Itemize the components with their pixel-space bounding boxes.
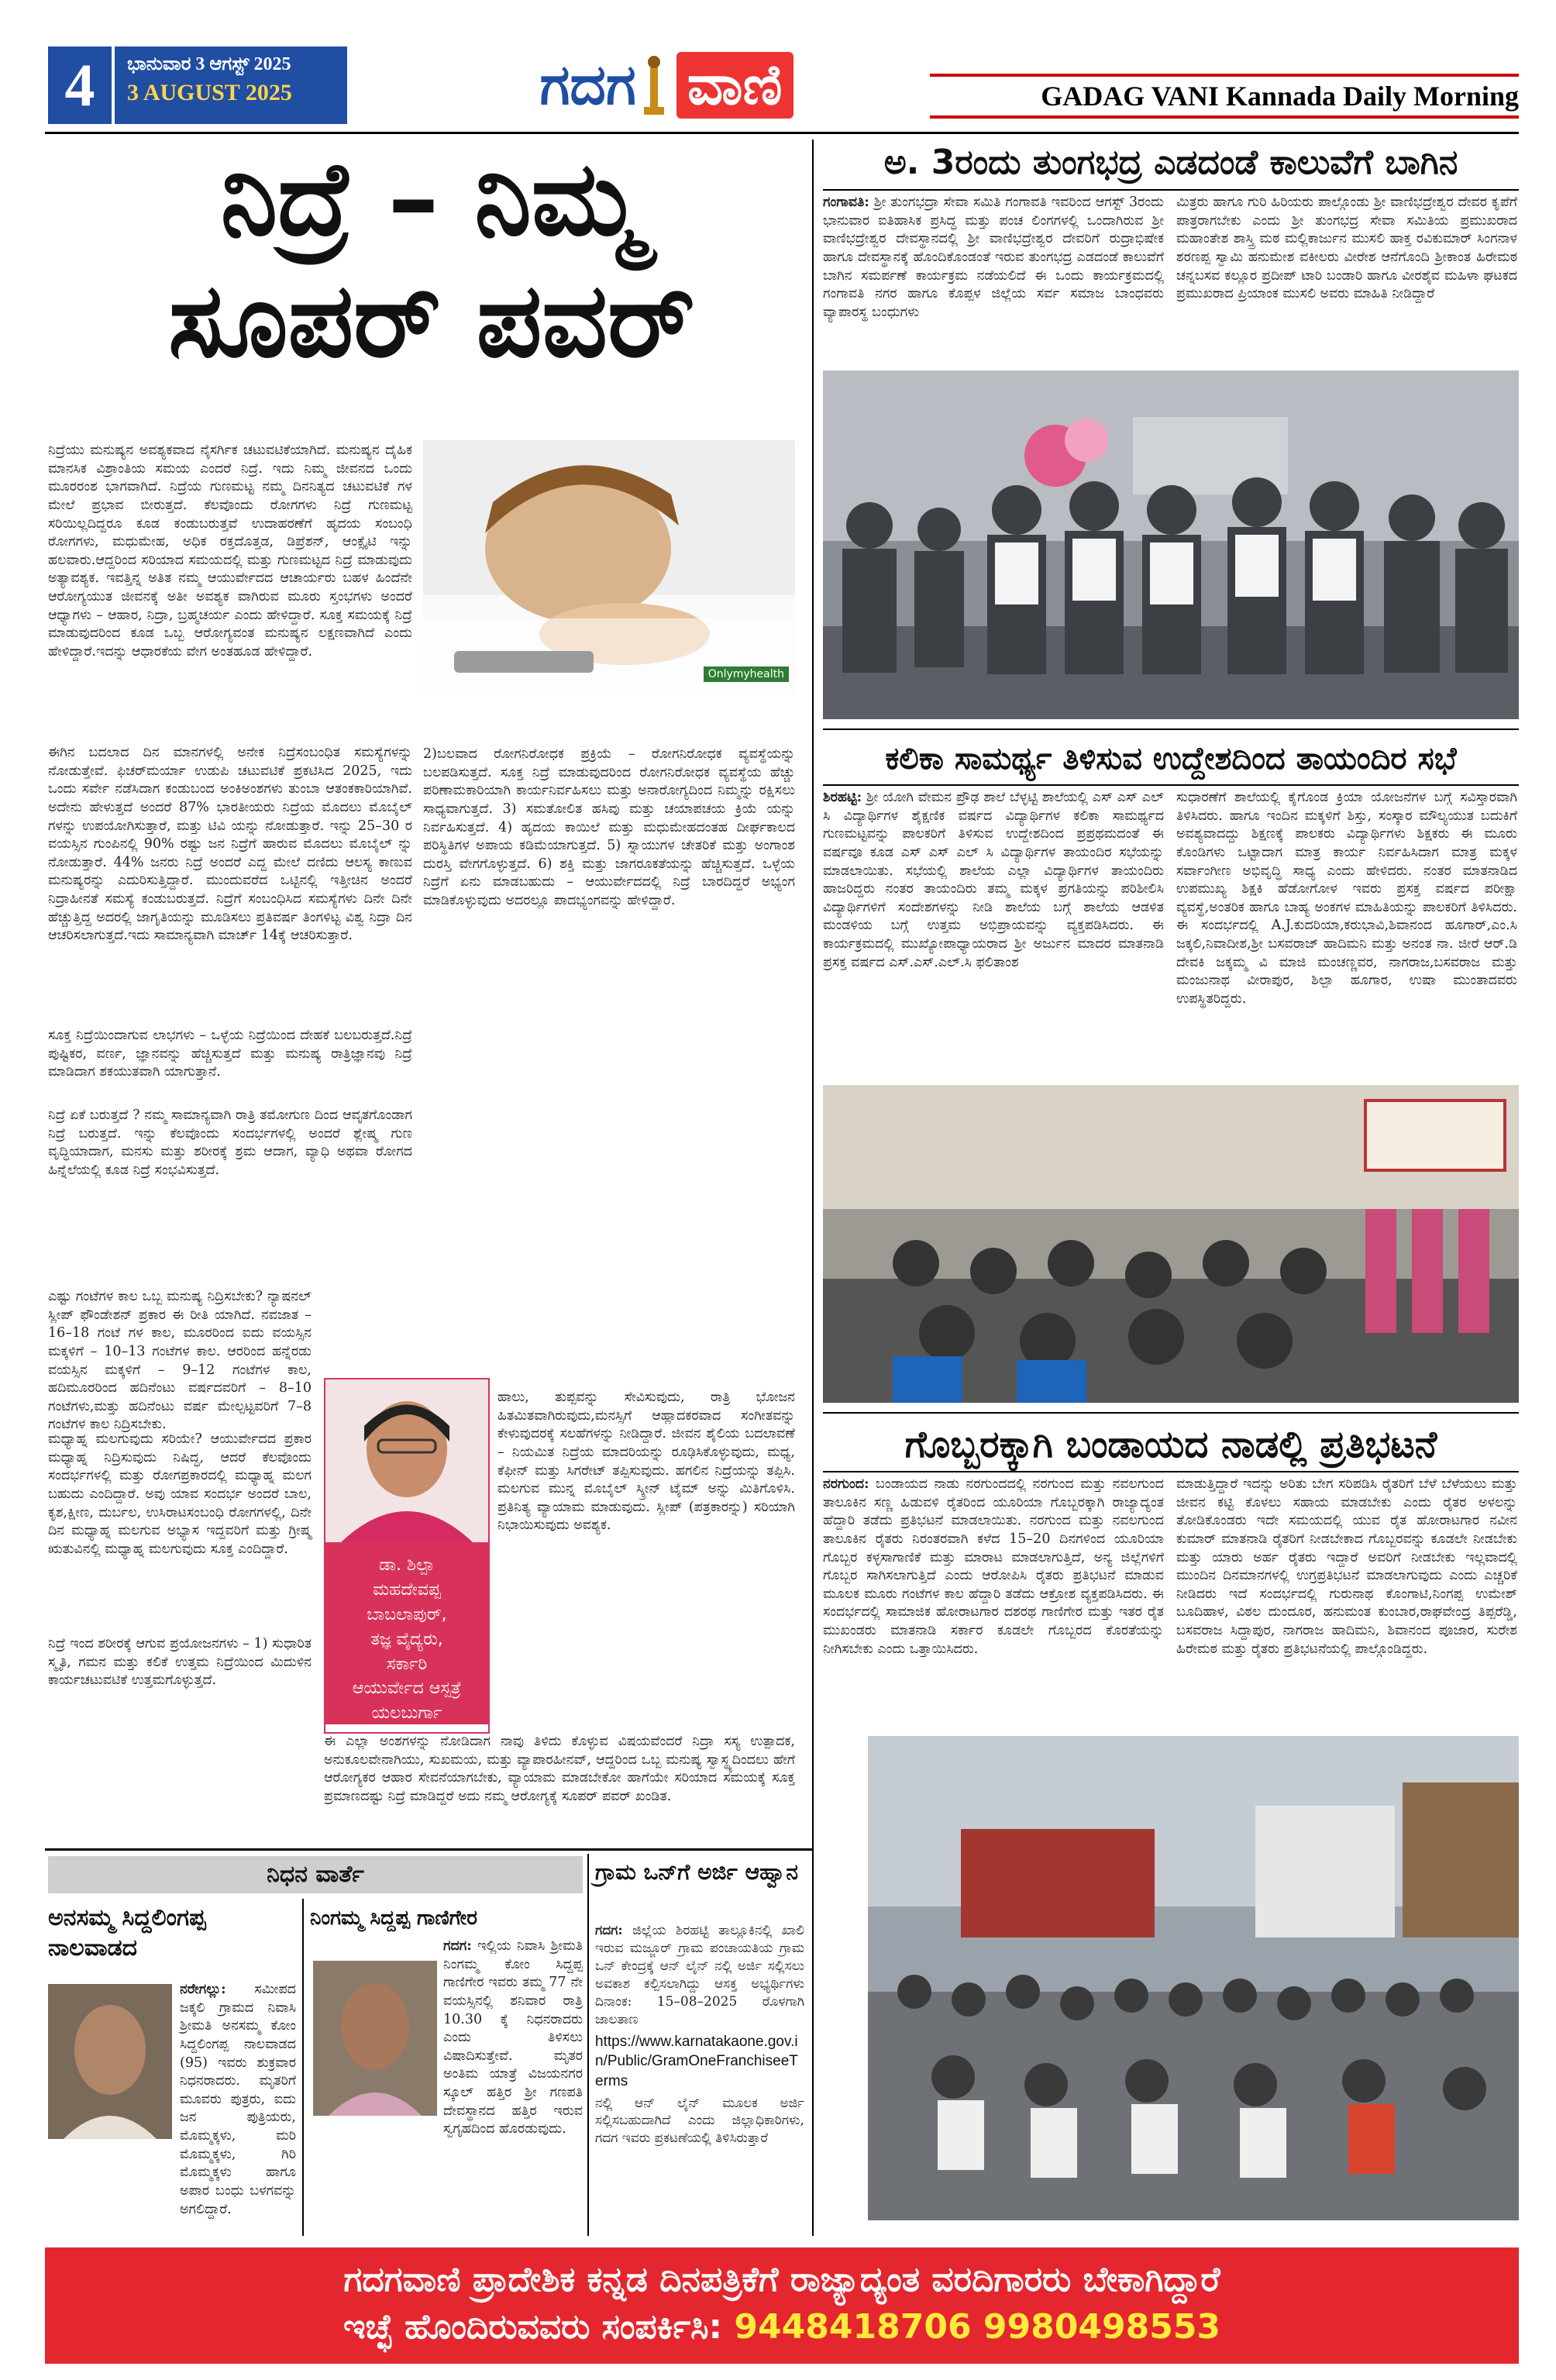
canal-dateline: ಗಂಗಾವತಿ: (823, 195, 869, 210)
logo-left: ಗದಗ (539, 52, 636, 117)
sleep-para3: ಸೂಕ್ತ ನಿದ್ರೆಯಿಂದಾಗುವ ಲಾಭಗಳು – ಒಳ್ಳೆಯ ನಿದ್ರೆಯಿಂದ ದೇಹಕೆ ಬಲಬರುತ್ತದೆ.ನಿದ್ರೆ ಪುಷ್ಟಿಕರ, ವರ್ಣ, ಜ್ಞಾನವನ್ನು ಹೆಚ್ಚಿಸುತ್ತದೆ ಮತ್ತು ಮನುಷ್ಯ ರಾತ್ರಿಜ್ಞಾನವು ನಿದ್ರೆ ಮಾಡಿದಾಗ ಶಕಯುತವಾಗಿ ಯಾಗುತ್ತಾನೆ. (48, 1028, 412, 1080)
sleep-para8: 2)ಬಲವಾದ ರೋಗನಿರೋಧಕ ಪ್ರಕ್ರಿಯೆ – ರೋಗನಿರೋಧಕ ವ್ಯವಸ್ಥೆಯನ್ನು ಬಲಪಡಿಸುತ್ತದೆ. ಸೂಕ್ತ ನಿದ್ರೆ ಮಾಡುವುದರಿಂದ ರೋಗನಿರೋಧಕ ವ್ಯವಸ್ಥೆಯ ಹೆಚ್ಚು ಪರಿಣಾಮಕಾರಿಯಾಗಿ ಕಾರ್ಯನಿರ್ವಹಿಸಲು ಮತ್ತು ಅನಾರೋಗ್ಯದಿಂದ ನಿಮ್ಮನ್ನು ರಕ್ಷಿಸಲು ಸಾಧ್ಯವಾಗುತ್ತದೆ. 3) ಸಮತೋಲಿತ ಹಸಿವು ಮತ್ತು ಚಯಾಪಚಯ ಕ್ರಿಯೆ ಯನ್ನು ನಿರ್ವಹಿಸುತ್ತದೆ. 4) ಹೃದಯ ಕಾಯಿಲೆ ಮತ್ತು ಮಧುಮೇಹದಂತಹ ದೀರ್ಘಕಾಲದ ಪರಿಸ್ಥಿತಿಗಳ ಅಪಾಯ ಕಡಿಮೆಯಾಗುತ್ತದೆ. 5) ಸ್ನಾಯುಗಳ ಚೇತರಿಕೆ ಮತ್ತು ಅಂಗಾಂಶ ದುರಸ್ತಿ ವೇಗಗೊಳ್ಳುತ್ತದೆ. 6) ಶಕ್ತಿ ಮತ್ತು ಜಾಗರೂಕತೆಯನ್ನು ಹೆಚ್ಚಿಸುತ್ತದೆ. ಒಳ್ಳೆಯ ನಿದ್ರೆಗೆ ಏನು ಮಾಡಬಹುದು – ಆಯುರ್ವೇದದಲ್ಲಿ ನಿದ್ರೆ ಬಾರದಿದ್ದರೆ ಅಭ್ಯಂಗ ಮಾಡಿಕೊಳ್ಳುವುದು ಅದರಲ್ಲೂ ಪಾದಭ್ಯಂಗವನ್ನು ಹೇಳಿದ್ದಾರೆ. (423, 746, 795, 908)
obituary2-photo (313, 1961, 437, 2116)
author-line7: ಯಲಬುರ್ಗಾ (371, 1703, 442, 1724)
recruitment-banner (45, 2247, 1519, 2364)
protest-col1-text: ಬಂಡಾಯದ ನಾಡು ನರಗುಂದದಲ್ಲಿ ನರಗುಂದ ಮತ್ತು ನವಲಗುಂದ ತಾಲೂಕಿನ ಸಣ್ಣ ಹಿಡುವಳಿ ರೈತರಿಂದ ಯೂರಿಯಾ ಗೊಬ್ಬರಕ್ಕಾಗಿ ರಾಜ್ಯಾದ್ಯಂತ ಹೆದ್ದಾರಿ ತಡೆದು ಪ್ರತಿಭಟನೆ ಮಾಡಲಾಯಿತು. ನರಗುಂದ ಮತ್ತು ನವಲಗುಂದ ತಾಲೂಕಿನ ರೈತರು ನಿರಂತರವಾಗಿ ಕಳೆದ 15–20 ದಿನಗಳಿಂದ ಯೂರಿಯಾ ಗೊಬ್ಬರ ಕಳ್ಳಸಾಗಾಣಿಕೆ ಮತ್ತು ಮಾರಾಟ ಮಾಡಲಾಗುತ್ತಿದೆ, ಅನ್ಯ ಜಿಲ್ಲೆಗಳಿಗೆ ಗೊಬ್ಬರ ಸಾಗಿಸಲಾಗುತ್ತಿದೆ ಎಂದು ಆರೋಪಿಸಿ ರೈತರು ಪ್ರತಿಭಟನೆ ಮಾಡುವ ಮೂಲಕ ಮೂರು ಗಂಟೆಗಳ ಕಾಲ ಹೆದ್ದಾರಿ ತಡೆದು ಆಕ್ರೋಶ ವ್ಯಕ್ತಪಡಿಸಿದರು. ಈ ಸಂದರ್ಭದಲ್ಲಿ ಸಾಮಾಜಿಕ ಹೋರಾಟಗಾರ ದಶರಥ ಗಾಣಿಗೇರ ಮತ್ತು ಇತರ ರೈತ ಮುಖಂಡರು ಮಾತನಾಡಿ ಸರ್ಕಾರ ಕೂಡಲೇ ಗೊಬ್ಬರದ ಕೊರತೆಯನ್ನು ನೀಗಿಸಬೇಕು ಎಂದು ಒತ್ತಾಯಿಸಿದರು. (823, 1476, 1164, 1657)
logo-right: ವಾಣಿ (676, 52, 793, 119)
obituary1-text-side (180, 1981, 296, 2217)
obituary2-text: ಇಲ್ಲಿಯ ನಿವಾಸಿ ಶ್ರೀಮತಿ ನಿಂಗಮ್ಮ ಕೋಂ ಸಿದ್ದಪ್ಪ ಗಾಣಿಗೇರ ಇವರು ತಮ್ಮ 77 ನೇ ವಯಸ್ಸಿನಲ್ಲಿ ಶನಿವಾರ ರಾತ್ರಿ 10.30 ಕ್ಕೆ ನಿಧನರಾದರು ಎಂದು ತಿಳಿಸಲು ವಿಷಾದಿಸುತ್ತೇವೆ. ಮೃತರ ಅಂತಿಮ ಯಾತ್ರೆ ವಿಜಯನಗರ ಸ್ಕೂಲ್ ಹತ್ತಿರ ಶ್ರೀ ಗಣಪತಿ ದೇವಸ್ಥಾನದ ಹತ್ತಿರ ಇರುವ ಸ್ವಗೃಹದಿಂದ ಹೊರಡುವುದು. (443, 1938, 583, 2137)
author-line3: ಬಾಬಲಾಪುರ್, (367, 1604, 447, 1624)
edition-line: GADAG VANI Kannada Daily Morning (930, 74, 1519, 119)
gram-divider (587, 1854, 589, 2236)
obituary1-photo (48, 1984, 172, 2139)
date-kannada: ಭಾನುವಾರ 3 ಆಗಸ್ಟ್ 2025 (127, 54, 291, 74)
author-box (324, 1378, 490, 1734)
mothers-headline-rule (823, 784, 1519, 786)
gram-text2: ನಲ್ಲಿ ಆನ್ ಲೈನ್ ಮೂಲಕ ಅರ್ಜಿ ಸಲ್ಲಿಸಬಹುದಾಗಿದೆ ಎಂದು ಜಿಲ್ಲಾಧಿಕಾರಿಗಳು, ಗದಗ ಇವರು ಪ್ರಕಟಣೆಯಲ್ಲಿ ತಿಳಿಸಿರುತ್ತಾರೆ (595, 2095, 804, 2147)
canal-headline-rule (823, 189, 1519, 191)
gram-dateline: ಗದಗ: (595, 1923, 623, 1938)
obituary-divider (302, 1899, 304, 2236)
obituary2-name: ನಿಂಗಮ್ಮ ಸಿದ್ದಪ್ಪ ಗಾಣಿಗೇರ (310, 1906, 478, 1930)
obituary1-name: ಅನಸಮ್ಮ ಸಿದ್ದಲಿಂಗಪ್ಪ ನಾಲವಾಡದ (48, 1904, 206, 1962)
canal-col1 (823, 194, 1164, 368)
protest-dateline: ನರಗುಂದ: (823, 1476, 869, 1492)
sleep-headline-line1: ನಿದ್ರೆ – ನಿಮ್ಮ (220, 139, 643, 259)
section-divider-2 (823, 1412, 1519, 1414)
banner-line1: ಗದಗವಾಣಿ ಪ್ರಾದೇಶಿಕ ಕನ್ನಡ ದಿನಪತ್ರಿಕೆಗೆ ರಾಜ್ಯಾದ್ಯಂತ ವರದಿಗಾರರು ಬೇಕಾಗಿದ್ದಾರೆ (343, 2260, 1220, 2299)
mothers-dateline: ಶಿರಹಟ್ಟಿ: (823, 790, 862, 805)
mothers-col1-text: ಶ್ರೀ ಯೋಗಿ ವೇಮನ ಪ್ರೌಢ ಶಾಲೆ ಬೆಳ್ಳಟ್ಟಿ ಶಾಲೆಯಲ್ಲಿ ಎಸ್ ಎಸ್ ಎಲ್ ಸಿ ವಿದ್ಯಾರ್ಥಿಗಳ ಶೈಕ್ಷಣಿಕ ವರ್ಷದ ವಿದ್ಯಾರ್ಥಿಗಳ ಕಲಿಕಾ ಸಾಮರ್ಥ್ಯದ ಗುಣಮಟ್ಟವನ್ನು ಪಾಲಕರಿಗೆ ತಿಳಿಸುವ ಉದ್ದೇಶದಿಂದ ಪ್ರಪ್ರಥಮದಂತೆ ಈ ವರ್ಷವೂ ಕೂಡ ಎಸ್ ಎಸ್ ಎಲ್ ಸಿ ವಿದ್ಯಾರ್ಥಿಗಳ ತಾಯಂದಿರ ಸಭೆಯನ್ನು ಮಾಡಲಾಯಿತು. ಸಭೆಯಲ್ಲಿ ಶಾಲೆಯ ಎಲ್ಲಾ ವಿದ್ಯಾರ್ಥಿಗಳ ತಾಯಂದಿರು ಹಾಜರಿದ್ದರು ನಂತರ ತಾಯಂದಿರು ತಮ್ಮ ಮಕ್ಕಳ ಪ್ರಗತಿಯನ್ನು ಪರಿಶೀಲಿಸಿ ವಿದ್ಯಾರ್ಥಿಗಳಿಗೆ ಸಂದೇಶಗಳನ್ನು ನೀಡಿ ಶಾಲೆಯ ಬಗ್ಗೆ ಶಾಲೆಯ ಆಡಳಿತ ಮಂಡಳಿಯ ಬಗ್ಗೆ ಉತ್ತಮ ಅಭಿಪ್ರಾಯವನ್ನು ವ್ಯಕ್ತಪಡಿಸಿದರು. ಈ ಕಾರ್ಯಕ್ರಮದಲ್ಲಿ ಮುಖ್ಯೋಪಾಧ್ಯಾಯರಾದ ಶ್ರೀ ಅರ್ಜುನ ಮಾದರ ಮಾತನಾಡಿ ಪ್ರಸಕ್ತ ವರ್ಷದ ಎಸ್.ಎಸ್.ಎಲ್.ಸಿ ಫಲಿತಾಂಶ (823, 790, 1164, 970)
canal-col1-text: ಶ್ರೀ ತುಂಗಭದ್ರಾ ಸೇವಾ ಸಮಿತಿ ಗಂಗಾವತಿ ಇವರಿಂದ ಆಗಸ್ಟ್ 3ರಂದು ಭಾನುವಾರ ಐತಿಹಾಸಿಕ ಪ್ರಸಿದ್ಧ ಮತ್ತು ಪಂಚ ಲಿಂಗಗಳಲ್ಲಿ ಒಂದಾಗಿರುವ ಶ್ರೀ ವಾಣಿಭದ್ರೇಶ್ವರ ದೇವಸ್ಥಾನದಲ್ಲಿ ಶ್ರೀ ವಾಣಿಭದ್ರೇಶ್ವರ ದೇವರಿಗೆ ರುದ್ರಾಭಿಷೇಕ ಹಾಗೂ ದೇವಸ್ಥಾನಕ್ಕೆ ಹೊಂದಿಕೊಂಡಂತೆ ಇರುವ ತುಂಗಭದ್ರ ಎಡದಂಡೆ ಕಾಲುವೆಗೆ ಬಾಗಿನ ಸಮರ್ಪಣೆ ಕಾರ್ಯಕ್ರಮ ನಡೆಯಲಿದೆ ಈ ಒಂದು ಕಾರ್ಯಕ್ರಮದಲ್ಲಿ ಗಂಗಾವತಿ ನಗರ ಹಾಗೂ ಕೊಪ್ಪಳ ಜಿಲ್ಲೆಯ ಸರ್ವ ಸಮಾಜ ಬಾಂಧವರು ವ್ಯಾಪಾರಸ್ಥ ಬಂಧುಗಳು (823, 195, 1164, 320)
sleep-para9: ಹಾಲು, ತುಪ್ಪವನ್ನು ಸೇವಿಸುವುದು, ರಾತ್ರಿ ಭೋಜನ ಹಿತಮಿತವಾಗಿರುವುದು,ಮನಸ್ಸಿಗೆ ಆಹ್ಲಾದಕರವಾದ ಸಂಗೀತವನ್ನು ಕೇಳುವುದರಕ್ಕೆ ಸಲಹೆಗಳನ್ನು ನೀಡಿದ್ದಾರೆ. ಜೀವನ ಶೈಲಿಯ ಬದಲಾವಣೆ – ನಿಯಮಿತ ನಿದ್ರೆಯ ಮಾದರಿಯನ್ನು ರೂಢಿಸಿಕೊಳ್ಳುವುದು, ಮಧ್ಯ, ಕೆಫೀನ್ ಮತ್ತು ಸಿಗರೇಟ್ ತಪ್ಪಿಸುವುದು. ಹಗಲಿನ ನಿದ್ರೆಯನ್ನು ತಪ್ಪಿಸಿ. ಮಲಗುವ ಮುನ್ನ ಮೊಬೈಲ್ ಸ್ಕ್ರೀನ್ ಟೈಮ್ ಅನ್ನು ಮಿತಿಗೊಳಿಸಿ. ಪ್ರತಿನಿತ್ಯ ವ್ಯಾಯಾಮ ಮಾಡುವುದು. ಸ್ಲೀಪ್ (ಪತ್ರಕಾರನ್ನು) ಸರಿಯಾಗಿ ನಿಭಾಯಿಸುವುದು ಅವಶ್ಯಕ. (497, 1390, 795, 1534)
canal-col2: ಮಿತ್ರರು ಹಾಗೂ ಗುರಿ ಹಿರಿಯರು ಪಾಲ್ಗೊಂಡು ಶ್ರೀ ವಾಣಿಭದ್ರೇಶ್ವರ ದೇವರ ಕೃಪೆಗೆ ಪಾತ್ರರಾಗಬೇಕು ಎಂದು ಶ್ರೀ ತುಂಗಭದ್ರ ಸೇವಾ ಸಮಿತಿಯ ಪ್ರಮುಖರಾದ ಮಹಾಂತೇಶ ಶಾಸ್ತ್ರಿ ಮಠ ಮಲ್ಲಿಕಾರ್ಜುನ ಮುಸಲಿ ಹಾಕ್ತ‌ ರವಿಕುಮಾರ್ ಸಿಂಗನಾಳ ಶರಣಪ್ಪ ಸ್ವಾಮಿ ಹನುಮೇಶ ವಕೀಲರು ವೀರೇಶ ಆನೆಗೊಂದಿ ಶ್ರೀಕಾಂತ ಹಿರೇಮಠ ಚನ್ನಬಸವ ಕಲ್ಲೂರ ಪ್ರದೀಪ್ ಟಾರಿ ಬಂಡಾರಿ ಹಾಗೂ ವೀರಶೈವ ಮಹಿಳಾ ಘಟಕದ ಪ್ರಮುಖರಾದ ಪ್ರಿಯಾಂಕ ಮುಸಲಿ ಅವರು ಮಾಹಿತಿ ನೀಡಿದ್ದಾರೆ (1176, 195, 1517, 302)
banner-phone1[interactable]: 9448418706 (734, 2307, 972, 2347)
banner-phone2[interactable]: 9980498553 (983, 2307, 1221, 2347)
protest-col2: ಮಾಡುತ್ತಿದ್ದಾರೆ ಇದನ್ನು ಅರಿತು ಬೇಗ ಸರಿಪಡಿಸಿ ರೈತರಿಗೆ ಬೆಳೆ ಬೆಳೆಯಲು ಮತ್ತು ಜೀವನ ಕಟ್ಟಿ ಕೊಳಲು ಸಹಾಯ ಮಾಡಬೇಕು ಎಂದು ರೈತರ ಅಳಲನ್ನು ತೋಡಿಕೊಂಡರು ಇದೇ ಸಮಯದಲ್ಲಿ ಯುವ ರೈತ ಹೋರಾಟಗಾರ ನವೀನ ಕುಮಾರ್ ಮಾತನಾಡಿ ರೈತರಿಗೆ ನೀಡಬೇಕಾದ ಗೊಬ್ಬರವನ್ನು ಕೂಡಲೇ ನೀಡಬೇಕು ಮತ್ತು ಯಾರು ಅರ್ಹ ರೈತರು ಇದ್ದಾರೆ ಅವರಿಗೆ ನೀಡಬೇಕು ಇಲ್ಲವಾದಲ್ಲಿ ಮುಂದಿನ ದಿನಮಾನಗಳಲ್ಲಿ ಉಗ್ರಪ್ರತಿಭಟನೆ ಮಾಡಲಾಗುವುದು ಎಂದು ಎಚ್ಚರಿಕೆ ನೀಡಿದರು ಇದೆ ಸಂದರ್ಭದಲ್ಲಿ ಗುರುನಾಥ ಕೊಂಗಾಟಿ,ನಿಂಗಪ್ಪ ಉಮೇಶ್ ಬೂದಿಹಾಳ, ವಿಠಲ ದುಂದೂರ, ಹನುಮಂತ ಕುಂಬಾರ,ರಾಘವೇಂದ್ರ ತಿಪ್ಪರೆಡ್ಡಿ, ಬಸವರಾಜ ಸಿದ್ದಾಪುರ, ನಾಗರಾಜ ಹಾದಿಮನಿ, ಶಿವಾನಂದ ಪೂಜಾರ, ಸುರೇಶ ಹಿರೇಮಠ ಮತ್ತು ರೈತರು ಪ್ರತಿಭಟನೆಯಲ್ಲಿ ಪಾಲ್ಗೊಂಡಿದ್ದರು. (1176, 1476, 1517, 1657)
sleep-para7: ನಿದ್ರೆ ಇಂದ ಶರೀರಕ್ಕೆ ಆಗುವ ಪ್ರಯೋಜನಗಳು – 1) ಸುಧಾರಿತ ಸ್ಮೃತಿ, ಗಮನ ಮತ್ತು ಕಲಿಕೆ ಉತ್ತಮ ನಿದ್ರೆಯಿಂದ ಮಿದುಳಿನ ಕಾರ್ಯಚಟುವಟಿಕೆ ಉತ್ತಮಗೊಳ್ಳುತ್ತದೆ. (48, 1636, 312, 1689)
section-divider-1 (823, 728, 1519, 730)
sleep-headline (48, 139, 815, 381)
sleep-para1: ನಿದ್ರೆಯು ಮನುಷ್ಯನ ಅವಶ್ಯಕವಾದ ನೈಸರ್ಗಿಕ ಚಟುವಟಿಕೆಯಾಗಿದೆ. ಮನುಷ್ಯನ ದೈಹಿಕ ಮಾನಸಿಕ ವಿಶ್ರಾಂತಿಯ ಸಮಯ ಎಂದರೆ ನಿದ್ರೆ. ಇದು ನಿಮ್ಮ ಜೀವನದ ಒಂದು ಮೂರರಂಶ ಭಾಗವಾಗಿದೆ. ನಿದ್ರೆಯ ಗುಣಮಟ್ಟ ನಮ್ಮ ದಿನನಿತ್ಯದ ಚಟುವಟಿಕೆ ಗಳ ಮೇಲೆ ಪ್ರಭಾವ ಬೀರುತ್ತದೆ. ಕೆಲವೊಂದು ರೋಗಗಳು ನಿದ್ರೆ ಗುಣಮಟ್ಟ ಸರಿಯಿಲ್ಲದಿದ್ದರೂ ಕೂಡ ಕಂಡುಬರುತ್ತವೆ ಉದಾಹರಣೆಗೆ ಹೃದಯ ಸಂಬಂಧಿ ರೋಗಗಳು, ಮಧುಮೇಹ, ಅಧಿಕ ರಕ್ತದೊತ್ತಡ, ಡಿಪ್ರೆಶನ್, ಆಂಕ್ಸೈಟಿ ಇನ್ನು ಹಲವಾರು.ಆದ್ದರಿಂದ ಸರಿಯಾದ ಸಮಯದಲ್ಲಿ ಮತ್ತು ಗುಣಮಟ್ಟದ ನಿದ್ರೆ ಮಾಡುವುದು ಅತ್ಯಾವಶ್ಯಕ. ಇವತ್ತಿನ್ನ ಅತಿತ ನಮ್ಮ ಆಯುರ್ವೇದದ ಆಚಾರ್ಯರು ಬಹಳ ಹಿಂದೆನೇ ಆರೋಗ್ಯಯುತ ಜೀವನಕ್ಕೆ ಅತೀ ಅವಶ್ಯಕ ವಾಗಿರುವ ಮೂರು ಸ್ತಂಭಗಳು ಅಂದರೆ ಆಧ್ಯಾಗಳು – ಆಹಾರ, ನಿದ್ರಾ, ಬ್ರಹ್ಮಚರ್ಯ ಎಂದು ಹೇಳಿದ್ದಾರೆ. ಸೂಕ್ತ ಸಮಯಕ್ಕೆ ನಿದ್ರೆ ಮಾಡುವುದರಿಂದ ಕೂಡ ಒಬ್ಬ ಆರೋಗ್ಯವಂತ ಮನುಷ್ಯನ ಲಕ್ಷಣವಾಗಿದೆ ಎಂದು ಹೇಳಿದ್ದಾರೆ.ಇದನ್ನು ಆಧಾರಕೆಯ ವೇಗ ಅಂತಹೂಡ ಹೇಳಿದ್ದಾರೆ. (48, 443, 412, 660)
mothers-meeting-photo (823, 1085, 1519, 1403)
author-caption (325, 1542, 488, 1724)
protest-headline: ಗೊಬ್ಬರಕ್ಕಾಗಿ ಬಂಡಾಯದ ನಾಡಲ್ಲಿ ಪ್ರತಿಭಟನೆ (904, 1423, 1437, 1466)
sleep-para6: ಮಧ್ಯಾಹ್ನ ಮಲಗುವುದು ಸರಿಯೇ? ಆಯುರ್ವೇದದ ಪ್ರಕಾರ ಮಧ್ಯಾಹ್ನ ನಿದ್ರಿಸುವುದು ನಿಷಿದ್ಧ, ಆದರೆ ಕೆಲವೊಂದು ಸಂದರ್ಭಗಳಲ್ಲಿ ಮತ್ತು ರೋಗಪ್ರಕಾರದಲ್ಲಿ ಮಧ್ಯಾಹ್ನ ಮಲಗ ಬಹುದು ಎಂದಿದ್ದಾರೆ. ಅವು ಯಾವ ಸಂದರ್ಭ ಅಂದರೆ ಬಾಲ, ಕೃಶ,ಕ್ಷೀಣ, ದುರ್ಬಲ, ಉಸಿರಾಟಸಂಬಂಧಿ ರೋಗಗಳಲ್ಲಿ, ದಿನೇ ದಿನ ಮಧ್ಯಾಹ್ನ ಮಲಗುವ ಅಭ್ಯಾಸ ಇದ್ದವರಿಗೆ ಮತ್ತು ಗ್ರೀಷ್ಮ ಋತುವಿನಲ್ಲಿ ಮಧ್ಯಾಹ್ನ ಮಲಗುವುದು ಸೂಕ್ತ ಎಂದಿದ್ದಾರೆ. (48, 1431, 312, 1557)
date-english: 3 AUGUST 2025 (127, 80, 292, 105)
canal-group-photo (823, 370, 1519, 719)
bottom-divider (45, 1848, 812, 1851)
logo-emblem-icon (639, 54, 669, 116)
masthead-divider (45, 132, 1519, 134)
column-divider (812, 139, 814, 2236)
banner-line2 (45, 2299, 1519, 2347)
obituary1-text: ಸಮೀಪದ ಜಕ್ಕಲಿ ಗ್ರಾಮದ ನಿವಾಸಿ ಶ್ರೀಮತಿ ಅನಸಮ್ಮ ಕೋಂ ಸಿದ್ದಲಿಂಗಪ್ಪ ನಾಲವಾಡದ (95) ಇವರು ಶುಕ್ರವಾರ ನಿಧನರಾದರು. ಮೃತರಿಗೆ ಮೂವರು ಪುತ್ರರು, ಐದು ಜನ ಪುತ್ರಿಯರು, ಮೊಮ್ಮಕ್ಕಳು, ಮರಿ ಮೊಮ್ಮಕ್ಕಳು, ಗಿರಿ ಮೊಮ್ಮಕ್ಕಳು ಹಾಗೂ ಅಪಾರ ಬಂಧು ಬಳಗವನ್ನು ಅಗಲಿದ್ದಾರೆ. (180, 1982, 296, 2217)
sleeping-child-photo (423, 440, 795, 696)
protest-headline-rule (823, 1471, 1519, 1472)
sleep-para4: ನಿದ್ರೆ ಏಕೆ ಬರುತ್ತದೆ ? ನಮ್ಮ ಸಾಮಾನ್ಯವಾಗಿ ರಾತ್ರಿ ತಮೋಗುಣ ದಿಂದ ಆವೃತಗೊಂಡಾಗ ನಿದ್ರೆ ಬರುತ್ತದೆ. ಇನ್ನು ಕೆಲವೊಂದು ಸಂದರ್ಭಗಳಲ್ಲಿ ಅಂದರೆ ಶ್ಲೇಷ್ಮ ಗುಣ ವೃದ್ಧಿಯಾದಾಗ, ಮನಸು ಮತ್ತು ಶರೀರಕ್ಕೆ ಶ್ರಮ ಆದಾಗ, ವ್ಯಾಧಿ ಅಥವಾ ರೋಗದ ಹಿನ್ನೆಲೆಯಲ್ಲಿ ಕೂಡ ನಿದ್ರೆ ಸಂಭವಿಸುತ್ತದೆ. (48, 1107, 412, 1178)
obituary2-dateline: ಗದಗ: (443, 1938, 472, 1954)
gram-body (595, 1922, 804, 2232)
mothers-headline: ಕಲಿಕಾ ಸಾಮರ್ಥ್ಯ ತಿಳಿಸುವ ಉದ್ದೇಶದಿಂದ ತಾಯಂದಿರ ಸಭೆ (885, 741, 1457, 777)
banner-line2-prefix: ಇಚ್ಛೆ ಹೊಂದಿರುವವರು ಸಂಪರ್ಕಿಸಿ: (343, 2307, 723, 2347)
author-line4: ತಜ್ಞ ವೈದ್ಯರು, (370, 1629, 443, 1649)
author-line2: ಮಹದೇವಪ್ಪ (373, 1579, 441, 1600)
obituary-section-title: ನಿಧನ ವಾರ್ತೆ (48, 1856, 583, 1893)
protest-col1 (823, 1476, 1164, 1731)
newspaper-logo (527, 45, 806, 126)
author-line5: ಸರ್ಕಾರಿ (386, 1654, 428, 1674)
mothers-col1 (823, 789, 1164, 1076)
obituary1-dateline: ನರೇಗಲ್ಲು: (180, 1982, 226, 1997)
date-box (115, 46, 347, 124)
gram-url[interactable]: https://www.karnatakaone.gov.in/Public/GramOneFranchiseeTerms (595, 2033, 798, 2089)
mothers-col2: ಸುಧಾರಣೆಗೆ ಶಾಲೆಯಲ್ಲಿ ಕೈಗೊಂಡ ಕ್ರಿಯಾ ಯೋಜನೆಗಳ ಬಗ್ಗೆ ಸವಿಸ್ತಾರವಾಗಿ ತಿಳಿಸಿದರು. ಹಾಗೂ ಇಂದಿನ ಮಕ್ಕಳಿಗೆ ಶಿಸ್ತು, ಸಂಸ್ಕಾರ ಮೌಲ್ಯಯುತ ಬದುಕಿಗೆ ಅವಶ್ಯವಾದದ್ದು ಶಿಕ್ಷಣಕ್ಕೆ ಪಾಲಕರು ವಿದ್ಯಾರ್ಥಿಗಳು ಶಿಕ್ಷಕರು ಈ ಮೂರು ಕೊಂಡಿಗಳು ಒಟ್ಟಾದಾಗ ಮಾತ್ರ ಕಾರ್ಯ ನಿರ್ವಹಿಸಿದಾಗ ಮಾತ್ರ ಮಕ್ಕಳ ಸರ್ವಾಂಗೀಣ ಅಭಿವೃದ್ಧಿ ಸಾಧ್ಯ ಎಂದು ಹೇಳಿದರು. ನಂತರ ಮಾತನಾಡಿದ ಉಪಮುಖ್ಯ ಶಿಕ್ಷಕಿ ಹೆಡೋಗೋಳ ಇವರು ಪ್ರಸಕ್ತ ವರ್ಷದ ಪರೀಕ್ಷಾ ವ್ಯವಸ್ಥೆ,ಅಂತರಿಕ ಹಾಗೂ ಬಾಹ್ಯ ಅಂಕಗಳ ಮಾಹಿತಿಯನ್ನು ಪಾಲಕರಿಗೆ ತಿಳಿಸಿದರು. ಈ ಸಂದರ್ಭದಲ್ಲಿ A.J.ಕುದರಿಯಾ‌,ಕರುಭಾವಿ,ಶಿವಾನಂದ ಹೂಗಾರ್,ಎಂ.ಸಿ ಜಕ್ಕಲಿ,ನಿವಾದೀಶ,ಶ್ರೀ ಬಸವರಾಜ್ ಹಾದಿಮನಿ ಮತ್ತು ಅನಂತ ನಾ. ಜೀರೆ ಆರ್.ಡಿ ದೇವಕಿ ಜಕ್ಕಮ್ಮ ವಿ ಮಾಜಿ ಮಂಚಣ್ಣವರ, ನಾಗರಾಜ,ಬಸವರಾಜ ಮತ್ತು ಮಂಜುನಾಥ ವೀರಾಪುರ, ಶಿಲ್ಪಾ ಹೂಗಾರ, ಉಷಾ ಮುಂತಾದವರು ಉಪಸ್ಥಿತರಿದ್ದರು. (1176, 790, 1517, 1007)
author-line6: ಆಯುರ್ವೇದ ಆಸ್ಪತ್ರೆ (352, 1679, 462, 1699)
gram-headline: ಗ್ರಾಮ ಒನ್‌ಗೆ ಅರ್ಜಿ ಆಹ್ವಾನ (595, 1859, 798, 1885)
sleep-para2: ಈಗಿನ ಬದಲಾದ ದಿನ ಮಾನಗಳಲ್ಲಿ ಅನೇಕ ನಿದ್ರೆಸಂಬಂಧಿತ ಸಮಸ್ಯೆಗಳನ್ನು ನೋಡುತ್ತೇವೆ. ಫಿಚರ್‌ಮರ್ಯಾ ಉಡುಪಿ ಚಟುವಟಿಕೆ ಪ್ರಕಟಿಸಿದ 2025, ಇದು ಒಂದು ಸರ್ವೇ ನಡೆಸಿದಾಗ ಕಂಡುಬಂದ ಅಂಕಿಅಂಶಗಳು ತುಂಬಾ ಆತಂಕಕಾರಿಯಾಗಿವೆ. ಅದೇನು ಹೇಳುತ್ತದೆ ಅಂದರೆ 87% ಭಾರತೀಯರು ನಿದ್ರೆಯ ಮೊದಲು ಮೊಬೈಲ್ ಗಳನ್ನು ಉಪಯೋಗಿಸುತ್ತಾರೆ, ಮತ್ತು ಟಿವಿ ಯನ್ನು ನೋಡುತ್ತಾರೆ. ಇನ್ನು 25–30 ರ ವಯಸ್ಸಿನ ಗುಂಪಿನಲ್ಲಿ 90% ರಷ್ಟು ಜನ ನಿದ್ರೆಗೆ ಹಾರುವ ಮೊದಲು ಮೊಬೈಲ್ ನ್ನು ನೋಡುತ್ತಾರೆ. 44% ಜನರು ನಿದ್ರೆ ಅಂದರೆ ಎದ್ದ ಮೇಲೆ ದಣಿದು ಆಲಸ್ಯ ಕಾಣುವ ಮನುಷ್ಯರನ್ನು ಎದುರಿಸುತ್ತಿದ್ದಾರೆ. ಮುಂದುವರೆದ ಒಟ್ಟಿನಲ್ಲಿ ಇತ್ತೀಚಿನ ಅಂದರೆ ನಿದ್ರಾಹೀನತೆ ಸಮಸ್ಯೆ ಕಂಡುಬರುತ್ತದೆ. ನಿದ್ರೆಗೆ ಸಂಬಂಧಿಸಿದ ಸಮಸ್ಯೆಗಳು ದಿನೇ ದಿನೇ ಹೆಚ್ಚುತ್ತಿದ್ದ ಅದರಲ್ಲಿ ಜಾಗೃತಿಯನ್ನು ಮೂಡಿಸಲು ಪ್ರತಿವರ್ಷ ತಿಂಗಳಿಟ್ಟ ವಿಶ್ವ ನಿದ್ರಾ ದಿನ ಆಚರಿಸಲಾಗುತ್ತದೆ.ಇದು ಸಾಮಾನ್ಯವಾಗಿ ಮಾರ್ಚ್ 14ಕ್ಕೆ ಆಚರಿಸುತ್ತಾರೆ. (48, 745, 412, 944)
photo-credit: Onlymyhealth (704, 666, 789, 682)
author-name: ಡಾ. ಶಿಲ್ಪಾ (379, 1555, 435, 1575)
sleep-para10: ಈ ಎಲ್ಲಾ ಅಂಶಗಳನ್ನು ನೋಡಿದಾಗ ನಾವು ತಿಳಿದು ಕೊಳ್ಳುವ ವಿಷಯವೆಂದರೆ ನಿದ್ರಾ ಸಸ್ಯ ಉತ್ಪಾದಕ, ಅನುಕೂಲವೇನಾಗಿಯು, ಸುಖಮಯ, ಮತ್ತು ವ್ಯಾಪಾರಹೀನವ್‌, ಆದ್ದರಿಂದ ಒಬ್ಬ ಮನುಷ್ಯ ಸ್ವಾಸ್ಥ್ಯದಿಂದಲು ಹೇಗೆ ಆರೋಗ್ಯಕರ ಆಹಾರ ಸೇವನೆಯಾಗಬೇಕು, ವ್ಯಾಯಾಮ ಮಾಡಬೇಕೋ ಹಾಗೆಯೇ ಸರಿಯಾದ ಸಮಯಕ್ಕೆ ಸೂಕ್ತ ಪ್ರಮಾಣದಷ್ಟು ನಿದ್ರೆ ಮಾಡಿದ್ದರೆ ಅದು ನಮ್ಮ ಆರೋಗ್ಯಕ್ಕೆ ಸೂಪರ್ ಪವರ್ ಖಂಡಿತ. (324, 1734, 795, 1804)
obituary2-text-side (443, 1937, 583, 2232)
sleep-headline-line2: ಸೂಪರ್ ಪವರ್ (168, 260, 695, 381)
canal-headline: ಅ. 3ರಂದು ತುಂಗಭದ್ರ ಎಡದಂಡೆ ಕಾಲುವೆಗೆ ಬಾಗಿನ (883, 143, 1458, 182)
author-photo (325, 1379, 488, 1542)
page-number: 4 (48, 46, 112, 124)
protest-photo (868, 1736, 1519, 2220)
gram-text1: ಜಿಲ್ಲೆಯ ಶಿರಹಟ್ಟಿ ತಾಲ್ಲೂಕಿನಲ್ಲಿ ಖಾಲಿ ಇರುವ ಮಜ್ಜೂರ್ ಗ್ರಾಮ ಪಂಚಾಯತಿಯ ಗ್ರಾಮ ಒನ್ ಕೇಂದ್ರಕ್ಕೆ ಆನ್ ಲೈನ್ ನಲ್ಲಿ ಅರ್ಜಿ ಸಲ್ಲಿಸಲು ಅವಕಾಶ ಕಲ್ಪಿಸಲಾಗಿದ್ದು ಆಸಕ್ತ ಅಭ್ಯರ್ಥಿಗಳು ದಿನಾಂಕ: 15–08–2025 ರೊಳಗಾಗಿ ಜಾಲತಾಣ (595, 1923, 805, 2027)
sleep-para5: ಎಷ್ಟು ಗಂಟೆಗಳ ಕಾಲ ಒಬ್ಬ ಮನುಷ್ಯ ನಿದ್ರಿಸಬೇಕು? ನ್ಯಾಷನಲ್ ಸ್ಲೀಪ್ ಫೌಂಡೇಶನ್ ಪ್ರಕಾರ ಈ ರೀತಿ ಯಾಗಿದೆ. ನವಜಾತ –16–18 ಗಂಟೆ ಗಳ ಕಾಲ, ಮೂರರಿಂದ ಐದು ವಯಸ್ಸಿನ ಮಕ್ಕಳಿಗೆ – 10–13 ಗಂಟೆಗಳ ಕಾಲ. ಆರರಿಂದ ಹನ್ನೆರಡು ವಯಸ್ಸಿನ ಮಕ್ಕಳಿಗೆ – 9–12 ಗಂಟೆಗಳ ಕಾಲ, ಹದಿಮೂರರಿಂದ ಹದಿನೆಂಟು ವರ್ಷದವರಿಗೆ – 8–10 ಗಂಟೆಗಳು,ಮತ್ತು ಹದಿನೆಂಟು ವರ್ಷ ಮೇಲ್ಪಟ್ಟವರಿಗೆ 7–8 ಗಂಟೆಗಳ ಕಾಲ ನಿದ್ರಿಸಬೇಕು. (48, 1289, 312, 1433)
